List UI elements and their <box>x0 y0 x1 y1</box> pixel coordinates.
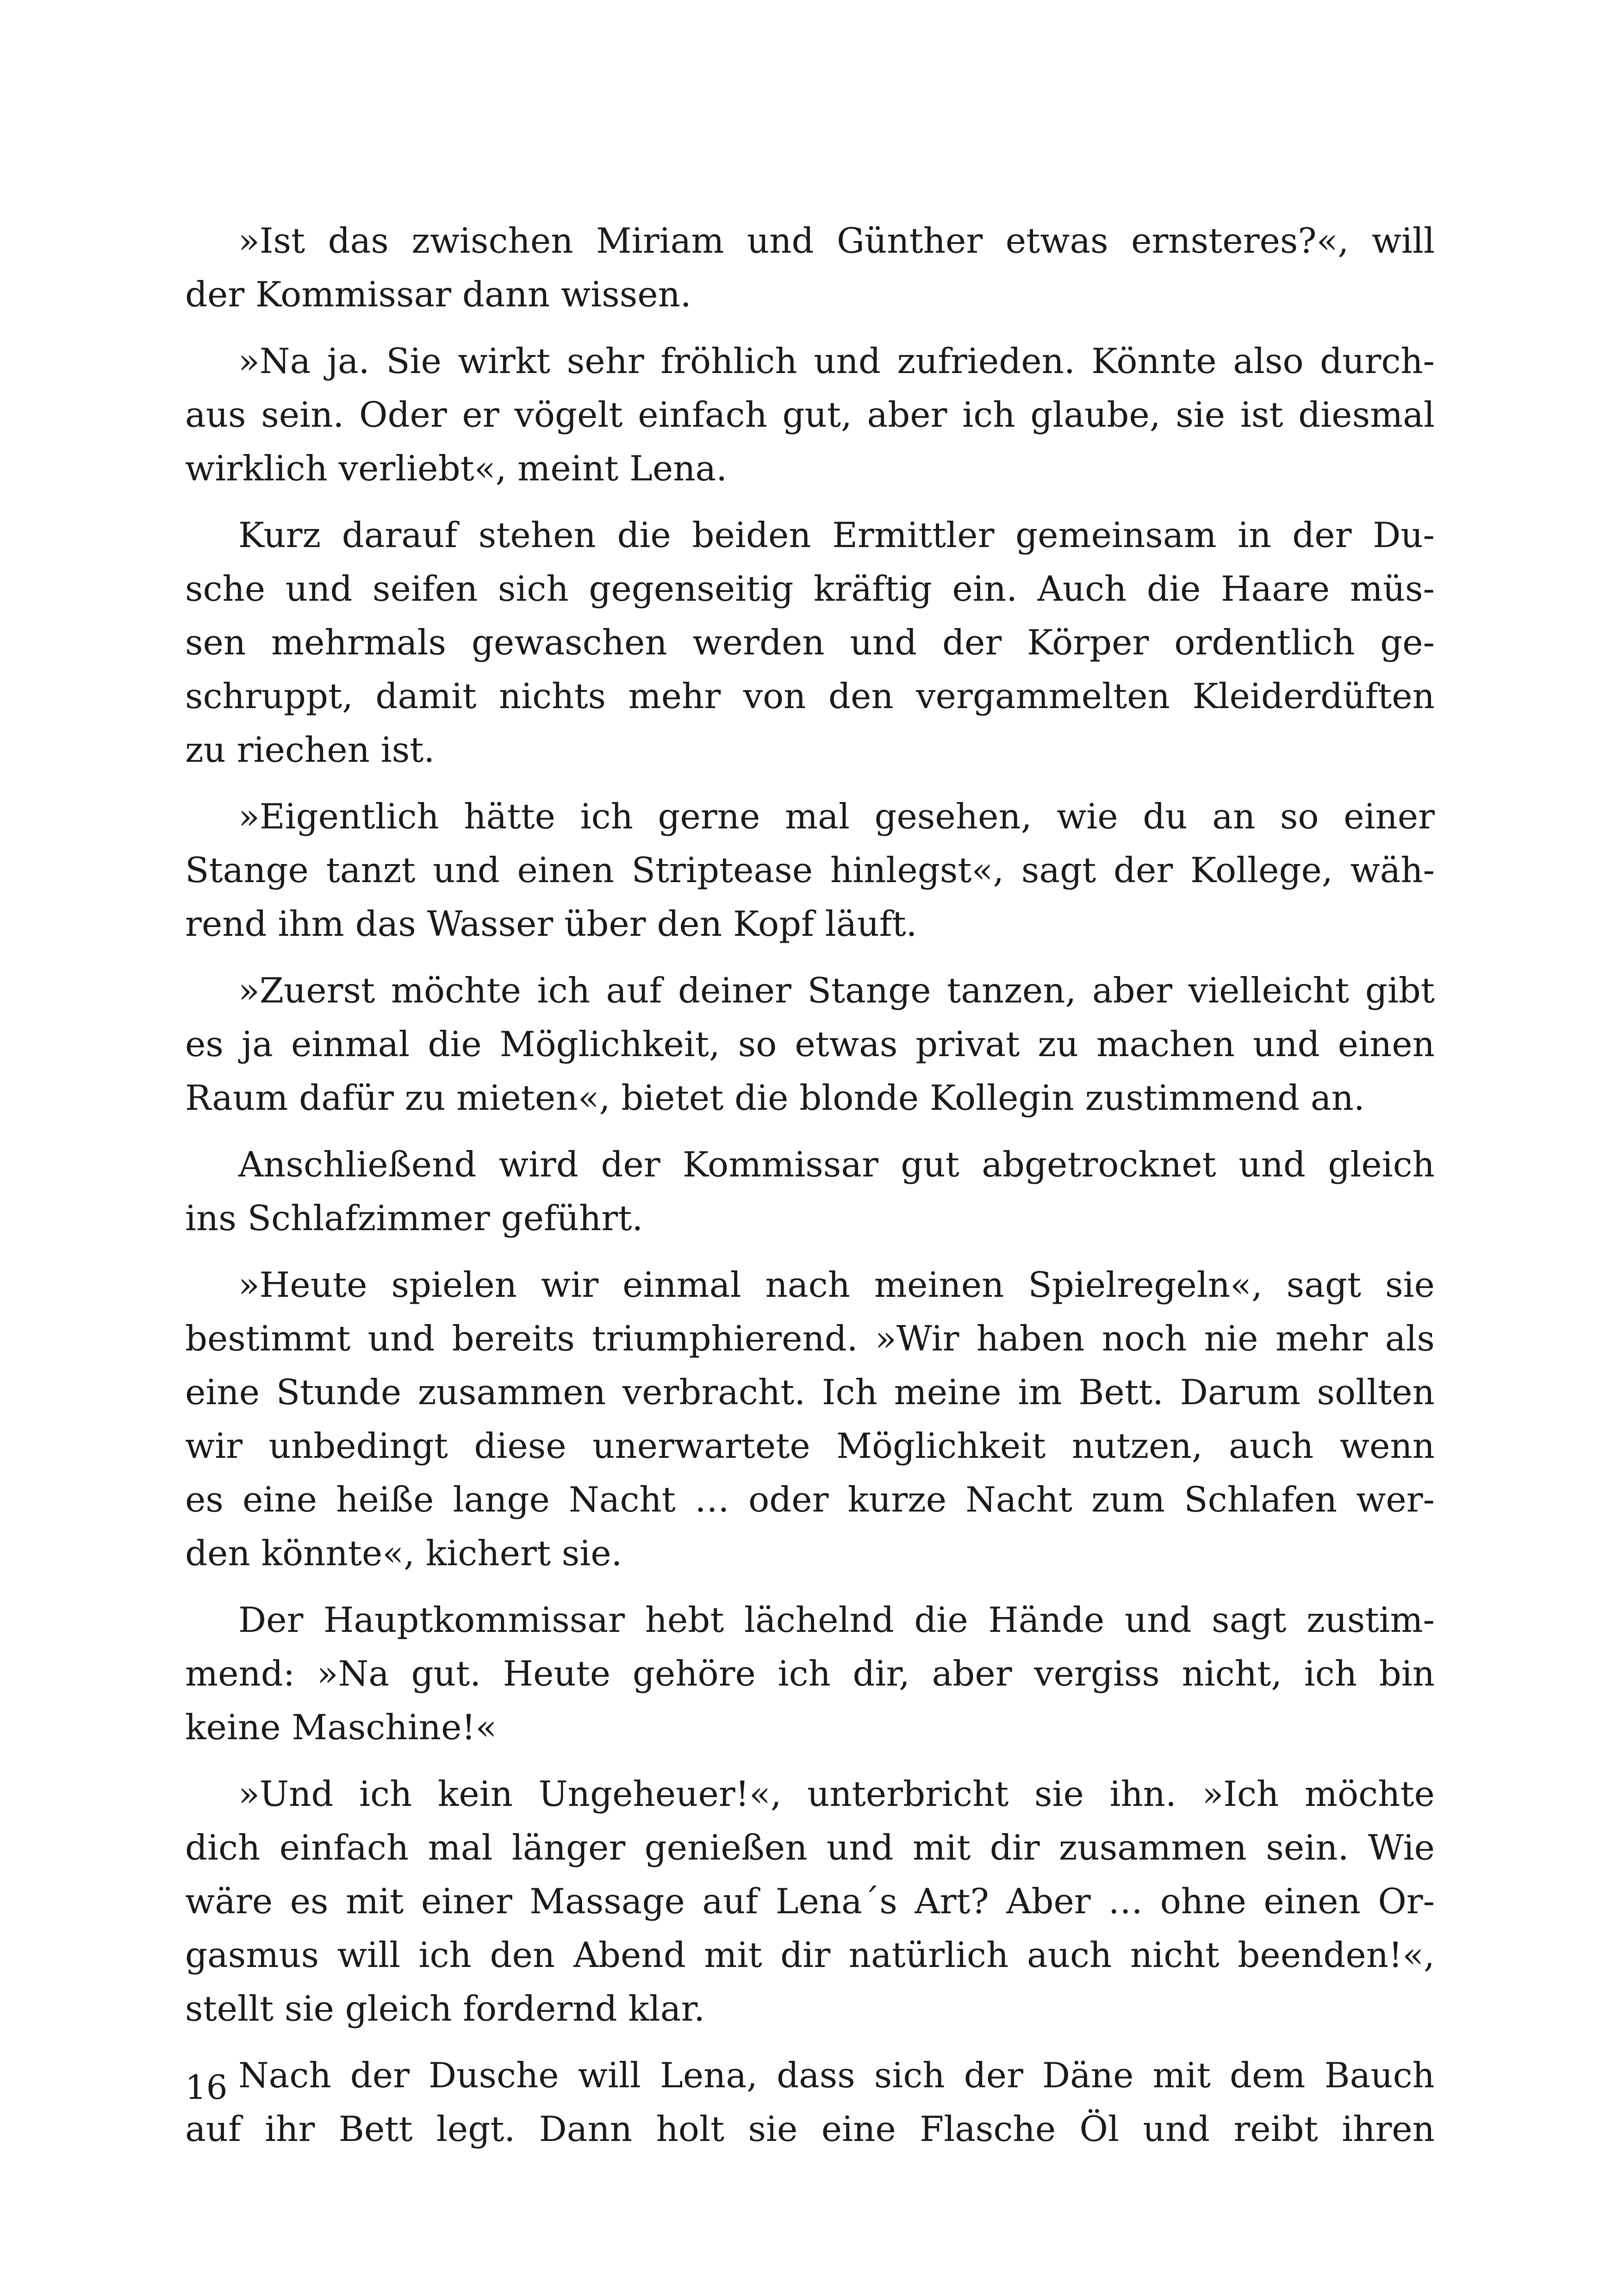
text-line: wäre es mit einer Massage auf Lena´s Art? Aber … ohne einen Or- <box>185 1881 1435 1922</box>
text-line: »Na ja. Sie wirkt sehr fröhlich und zufrieden. Könnte also durch- <box>238 341 1435 381</box>
text-line: zu riechen ist. <box>185 729 435 770</box>
text-line: schruppt, damit nichts mehr von den vergammelten Kleiderdüften <box>185 676 1435 716</box>
body-text <box>185 214 1435 2156</box>
text-line: wir unbedingt diese unerwartete Möglichkeit nutzen, auch wenn <box>185 1425 1435 1466</box>
text-line: keine Maschine!« <box>185 1707 497 1748</box>
text-line: »Heute spielen wir einmal nach meinen Spielregeln«, sagt sie <box>238 1264 1435 1305</box>
text-line: Der Hauptkommissar hebt lächelnd die Hände und sagt zustim- <box>238 1599 1435 1640</box>
text-line: der Kommissar dann wissen. <box>185 274 691 315</box>
text-line: stellt sie gleich fordernd klar. <box>185 1988 705 2029</box>
text-line: mend: »Na gut. Heute gehöre ich dir, aber vergiss nicht, ich bin <box>185 1653 1435 1694</box>
text-line: Nach der Dusche will Lena, dass sich der Däne mit dem Bauch <box>238 2055 1435 2096</box>
text-line: Anschließend wird der Kommissar gut abgetrocknet und gleich <box>238 1144 1435 1185</box>
text-line: sche und seifen sich gegenseitig kräftig ein. Auch die Haare müs- <box>185 568 1435 609</box>
text-line: Stange tanzt und einen Striptease hinlegst«, sagt der Kollege, wäh- <box>185 850 1435 890</box>
text-line: »Ist das zwischen Miriam und Günther etwas ernsteres?«, will <box>238 220 1435 261</box>
text-line: eine Stunde zusammen verbracht. Ich meine im Bett. Darum sollten <box>185 1372 1435 1412</box>
text-line: rend ihm das Wasser über den Kopf läuft. <box>185 903 917 944</box>
text-line: ins Schlafzimmer geführt. <box>185 1198 643 1238</box>
text-line: gasmus will ich den Abend mit dir natürlich auch nicht beenden!«, <box>185 1935 1435 1975</box>
text-line: es ja einmal die Möglichkeit, so etwas privat zu machen und einen <box>185 1024 1435 1064</box>
text-line: wirklich verliebt«, meint Lena. <box>185 448 728 489</box>
text-line: dich einfach mal länger genießen und mit dir zusammen sein. Wie <box>185 1827 1435 1868</box>
text-line: Raum dafür zu mieten«, bietet die blonde Kollegin zustimmend an. <box>185 1077 1365 1118</box>
text-line: »Und ich kein Ungeheuer!«, unterbricht sie ihn. »Ich möchte <box>238 1773 1435 1814</box>
text-line: »Eigentlich hätte ich gerne mal gesehen, wie du an so einer <box>238 796 1435 837</box>
page-number: 16 <box>185 2068 228 2107</box>
text-line: den könnte«, kichert sie. <box>185 1533 622 1574</box>
text-line: es eine heiße lange Nacht … oder kurze Nacht zum Schlafen wer- <box>185 1479 1435 1520</box>
text-line: Kurz darauf stehen die beiden Ermittler gemeinsam in der Du- <box>238 515 1435 555</box>
text-line: aus sein. Oder er vögelt einfach gut, aber ich glaube, sie ist diesmal <box>185 394 1435 435</box>
text-line: sen mehrmals gewaschen werden und der Körper ordentlich ge- <box>185 622 1435 663</box>
text-line: »Zuerst möchte ich auf deiner Stange tanzen, aber vielleicht gibt <box>238 970 1435 1011</box>
text-line: auf ihr Bett legt. Dann holt sie eine Flasche Öl und reibt ihren <box>185 2109 1435 2149</box>
text-line: bestimmt und bereits triumphierend. »Wir haben noch nie mehr als <box>185 1318 1435 1359</box>
